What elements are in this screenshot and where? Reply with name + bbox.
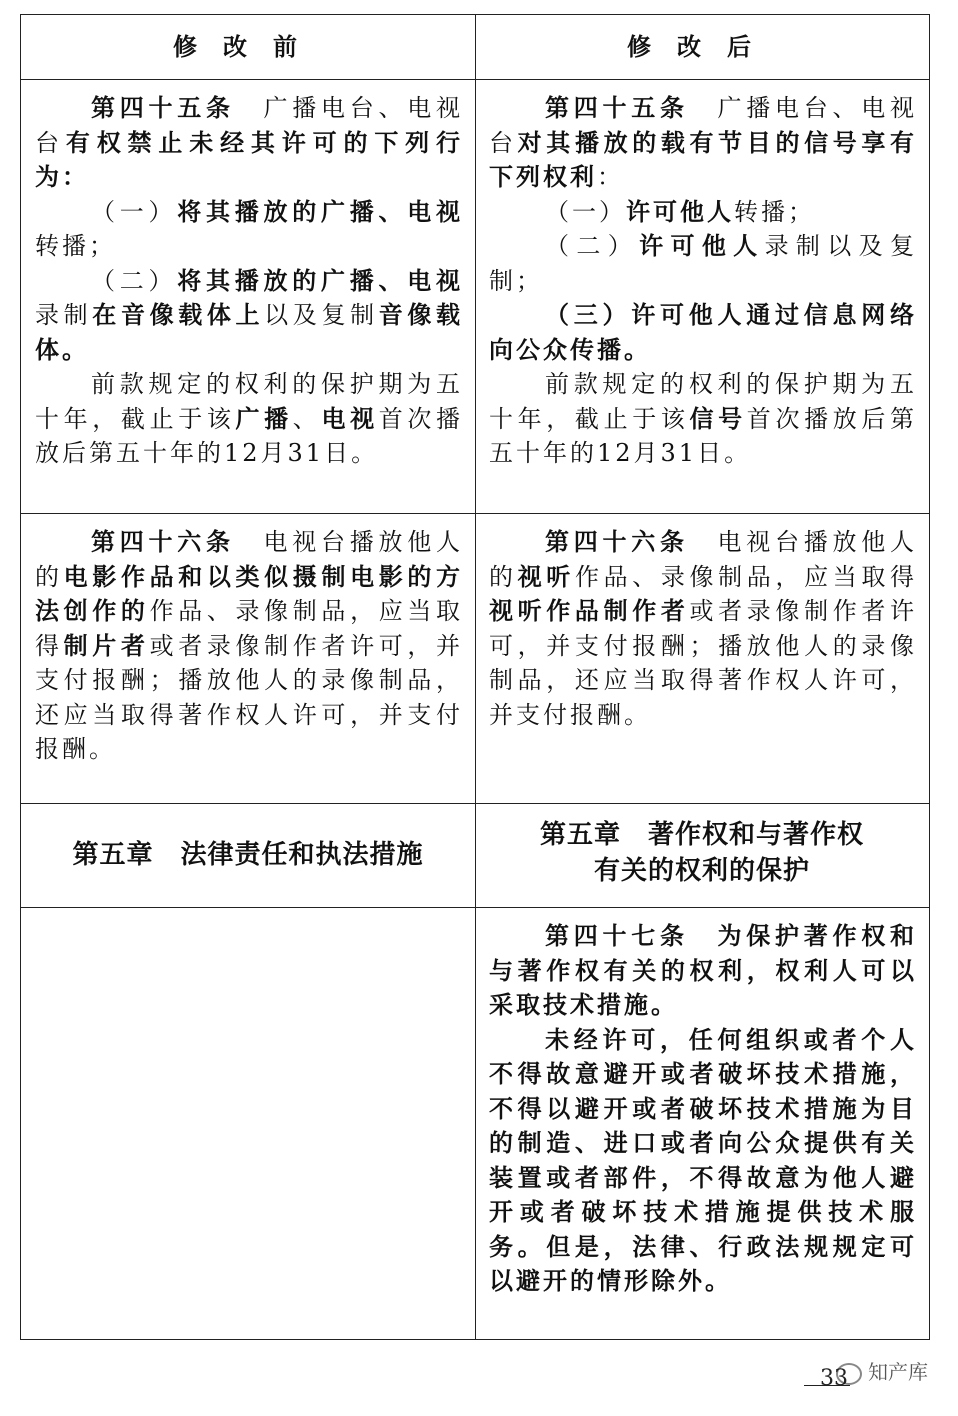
changed-text: 许可他人 — [626, 197, 734, 226]
text: 以及复制 — [264, 301, 379, 329]
paragraph — [489, 919, 917, 1023]
changed-text: （三）许可他人通过信息网络向公众传播。 — [489, 301, 917, 364]
paragraph — [35, 367, 463, 471]
changed-text: 将其播放的广播、电视 — [177, 266, 463, 295]
article-number: 第四十六条 — [545, 528, 689, 556]
text: 首次播放后第五十年的12月31日。 — [489, 404, 917, 467]
text: 作品、录像制品，应当取得 — [35, 597, 463, 660]
changed-text: 视听作品制作者 — [489, 597, 690, 625]
text: 转播； — [734, 197, 815, 226]
text: 录制 — [35, 301, 93, 329]
changed-text: 信号 — [689, 404, 747, 433]
article-46-after — [489, 525, 917, 801]
chapter-title-after — [475, 817, 929, 897]
article-number: 第四十七条 — [545, 922, 689, 950]
page-footer — [820, 1356, 928, 1391]
row-divider — [21, 513, 929, 514]
chapter-title-before: 第五章 法律责任和执法措施 — [72, 840, 424, 870]
changed-text: 为保护著作权和与著作权有关的权利，权利人可以采取技术措施。 — [489, 922, 917, 1019]
article-number: 第四十六条 — [91, 528, 235, 556]
chapter-title-line: 有关的权利的保护 — [593, 856, 810, 886]
header-after: 修改后 — [627, 33, 777, 61]
paragraph — [35, 525, 463, 767]
page-number: 33 — [820, 1366, 848, 1391]
comparison-table — [20, 14, 930, 1340]
changed-text: 许可他人 — [639, 232, 765, 260]
watermark: 知产库 — [868, 1360, 928, 1384]
article-45-after — [489, 91, 917, 511]
text: 转播； — [35, 232, 116, 260]
article-45-before — [35, 91, 463, 511]
paragraph — [489, 195, 917, 230]
paragraph — [35, 195, 463, 264]
article-number: 第四十五条 — [91, 94, 235, 122]
changed-text: 广播 — [235, 404, 293, 433]
changed-text: 对其播放的载有节目的信号享有下列权利 — [489, 128, 917, 191]
paragraph — [489, 367, 917, 471]
changed-text: 音像载体。 — [35, 301, 463, 364]
changed-text: 未经许可，任何组织或者个人不得故意避开或者破坏技术措施，不得以避开或者破坏技术措施为目的制造、进口或者向公众提供有关装置或者部件，不得故意为他人避开或者破坏技术措施提供技术服务。但是，法律、行政法规规定可以避开的情形除外。 — [489, 1025, 917, 1295]
row-divider — [21, 907, 929, 908]
changed-text: 制片者 — [63, 631, 150, 660]
text: 电视台播放他人的 — [489, 528, 917, 591]
article-47-after — [489, 919, 917, 1329]
paragraph — [489, 298, 917, 367]
changed-text: 将其播放的广播、电视 — [177, 197, 463, 226]
text: ： — [62, 163, 89, 191]
paragraph — [489, 91, 917, 195]
text: 录制以及复制； — [489, 232, 917, 295]
text: 或者录像制作者许可，并支付报酬；播放他人的录像制品，还应当取得著作权人许可，并支付报酬。 — [35, 631, 463, 763]
text: 前款规定的权利的保护期为五十年，截止于该 — [35, 370, 463, 433]
changed-text: 视听 — [517, 562, 575, 591]
changed-text: 有权禁止未经其许可的下列行为 — [35, 128, 463, 191]
text: 或者录像制作者许可，并支付报酬；播放他人的录像制品，还应当取得著作权人许可，并支付报酬。 — [489, 597, 917, 729]
chapter-title-line: 第五章 著作权和与著作权 — [539, 820, 864, 850]
text: 前款规定的权利的保护期为五十年，截止于该 — [489, 370, 917, 433]
row-divider — [21, 79, 929, 80]
article-number: 第四十五条 — [545, 94, 689, 122]
paragraph — [489, 229, 917, 298]
changed-text: 电视 — [321, 404, 379, 433]
changed-text: 在音像载体上 — [92, 301, 265, 329]
paragraph — [35, 91, 463, 195]
text: （一） — [91, 197, 178, 226]
text: 广播电台、电视台 — [489, 94, 917, 157]
text: 电视台播放他人的 — [35, 528, 463, 591]
text: （一） — [545, 197, 626, 226]
paragraph — [489, 1023, 917, 1299]
text: 广播电台、电视台 — [35, 94, 463, 157]
text: 作品、录像制品，应当取得 — [574, 562, 917, 591]
changed-text: 电影作品和以类似摄制电影的方法创作的 — [35, 562, 463, 625]
paragraph — [35, 264, 463, 368]
text: 、 — [292, 404, 322, 433]
header-before: 修改前 — [173, 33, 323, 61]
text: （二） — [91, 266, 178, 295]
text: （二） — [545, 232, 640, 260]
column-divider — [475, 15, 476, 1339]
article-46-before — [35, 525, 463, 801]
paragraph — [489, 525, 917, 732]
text: 首次播放后第五十年的12月31日。 — [35, 404, 463, 467]
text: ： — [597, 163, 624, 191]
